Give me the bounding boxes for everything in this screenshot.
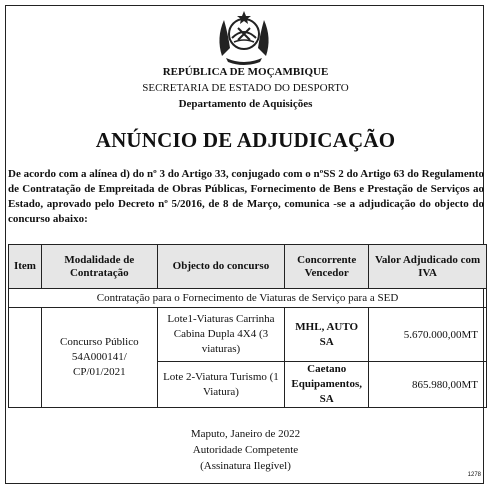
department-name: Departamento de Aquisições [178,98,313,110]
footer-block [0,426,491,474]
table-header-row [9,245,487,289]
objecto-cell: Lote1-Viaturas Carrinha Cabina Dupla 4X4 (3 viaturas) [157,308,285,362]
signature: (Assinatura Ilegível) [200,460,291,472]
coat-of-arms-emblem [214,8,274,66]
authority: Autoridade Competente [192,444,299,456]
reference-number: 1278 [467,472,481,478]
valor-cell: 5.670.000,00MT [369,308,487,362]
header-objecto: Objecto do concurso [157,245,285,289]
section-title: Contratação para o Fornecimento de Viaturas de Serviço para a SED [9,289,487,308]
modalidade-cell: Concurso Público 54A000141/ CP/01/2021 [41,308,157,408]
header-item: Item [9,245,42,289]
ministry-name: SECRETARIA DE ESTADO DO DESPORTO [142,82,349,94]
page-title: ANÚNCIO DE ADJUDICAÇÃO [95,128,396,152]
header-modalidade: Modalidade de Contratação [41,245,157,289]
table-row [9,308,487,362]
valor-cell: 865.980,00MT [369,362,487,408]
header-block [0,64,491,112]
header-concorrente: Concorrente Vencedor [285,245,369,289]
place-date: Maputo, Janeiro de 2022 [190,428,301,440]
country-name: REPÚBLICA DE MOÇAMBIQUE [162,66,329,78]
section-row [9,289,487,308]
award-table [8,244,487,408]
item-cell [9,308,42,408]
concorrente-cell: Caetano Equipamentos, SA [285,362,369,408]
header-valor: Valor Adjudicado com IVA [369,245,487,289]
objecto-cell: Lote 2-Viatura Turismo (1 Viatura) [157,362,285,408]
intro-paragraph: De acordo com a alínea d) do nº 3 do Artigo 33, conjugado com o nºSS 2 do Artigo 63 do Regulamento de Contratação de Empreitada de Obras Públicas, Fornecimento de Bens e Prestação de Serviços ao Estado, aprovado pelo Decreto nº 5/2016, de 8 de Março, comunica -se a adjudicação do objecto do concurso abaixo: [8,168,484,225]
concorrente-cell: MHL, AUTO SA [285,308,369,362]
